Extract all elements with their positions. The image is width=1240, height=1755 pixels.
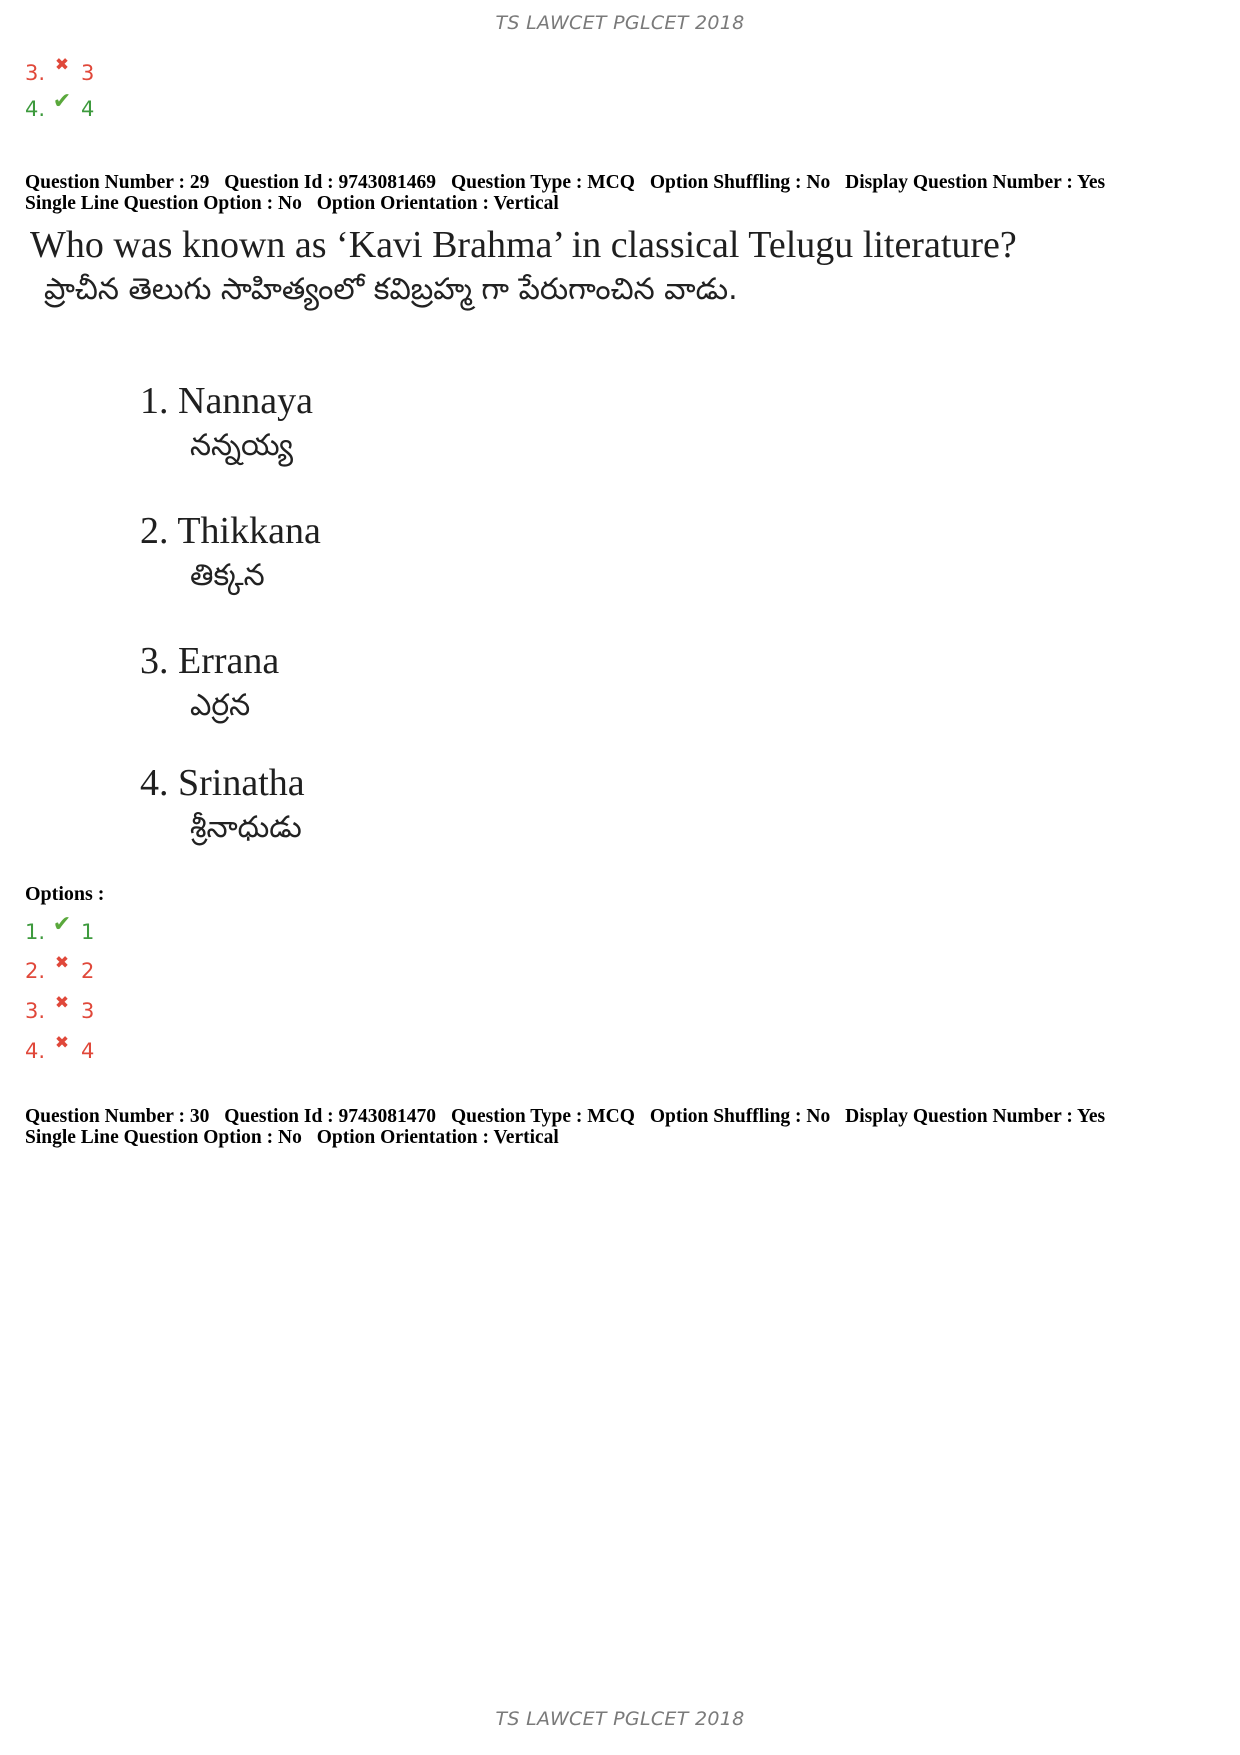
question-29-text [30,222,1090,312]
choice-english: 4. Srinatha [140,762,305,804]
option-4 [25,1033,95,1066]
option-1 [25,911,95,947]
prev-option-4 [25,88,95,124]
option-2 [25,953,95,986]
choice-english: 2. Thikkana [140,510,321,552]
meta-orientation: Option Orientation : Vertical [316,193,559,214]
meta-question-id: Question Id : 9743081469 [224,172,437,193]
option-value: 3 [81,999,95,1023]
cross-icon: ✖ [54,1033,70,1053]
question-english: Who was known as ‘Kavi Brahma’ in classical Telugu literature? [30,224,1017,266]
option-number: 3. [25,61,46,85]
option-value: 4 [81,1039,95,1063]
prev-option-3 [25,55,95,88]
page-footer: TS LAWCET PGLCET 2018 [495,1708,745,1730]
meta-question-type: Question Type : MCQ [450,1106,635,1127]
option-number: 1. [25,920,46,944]
meta-option-shuffling: Option Shuffling : No [649,1106,831,1127]
question-30-meta [25,1106,1225,1148]
cross-icon: ✖ [54,953,70,973]
meta-single-line: Single Line Question Option : No [25,193,302,214]
check-icon: ✔ [52,88,72,114]
choice-3 [140,638,540,760]
meta-question-number: Question Number : 30 [25,1106,210,1127]
option-3 [25,993,95,1026]
check-icon: ✔ [52,911,72,937]
meta-single-line: Single Line Question Option : No [25,1127,302,1148]
option-value: 2 [81,959,95,983]
option-number: 4. [25,97,46,121]
choice-telugu: నన్నయ్య [190,428,294,463]
meta-display-number: Display Question Number : Yes [845,172,1106,193]
cross-icon: ✖ [54,55,70,75]
choice-1 [140,378,540,508]
question-29-choices [140,378,540,890]
option-number: 3. [25,999,46,1023]
choice-english: 1. Nannaya [140,380,314,422]
option-number: 2. [25,959,46,983]
meta-orientation: Option Orientation : Vertical [316,1127,559,1148]
option-value: 1 [81,920,95,944]
meta-option-shuffling: Option Shuffling : No [649,172,831,193]
cross-icon: ✖ [54,993,70,1013]
options-label: Options : [25,883,105,905]
option-value: 4 [81,97,95,121]
option-number: 4. [25,1039,46,1063]
question-telugu: ప్రాచీన తెలుగు సాహిత్యంలో కవిబ్రహ్మ గా పేరుగాంచిన వాడు. [44,272,738,307]
choice-telugu: ఎర్రన [190,688,251,723]
meta-question-number: Question Number : 29 [25,172,210,193]
choice-english: 3. Errana [140,640,280,682]
question-29-meta [25,172,1225,214]
meta-question-id: Question Id : 9743081470 [224,1106,437,1127]
page-header: TS LAWCET PGLCET 2018 [495,12,745,34]
choice-4 [140,760,540,890]
option-value: 3 [81,61,95,85]
meta-question-type: Question Type : MCQ [450,172,635,193]
choice-telugu: తిక్కన [190,558,265,593]
choice-telugu: శ్రీనాధుడు [190,810,302,845]
meta-display-number: Display Question Number : Yes [845,1106,1106,1127]
choice-2 [140,508,540,638]
